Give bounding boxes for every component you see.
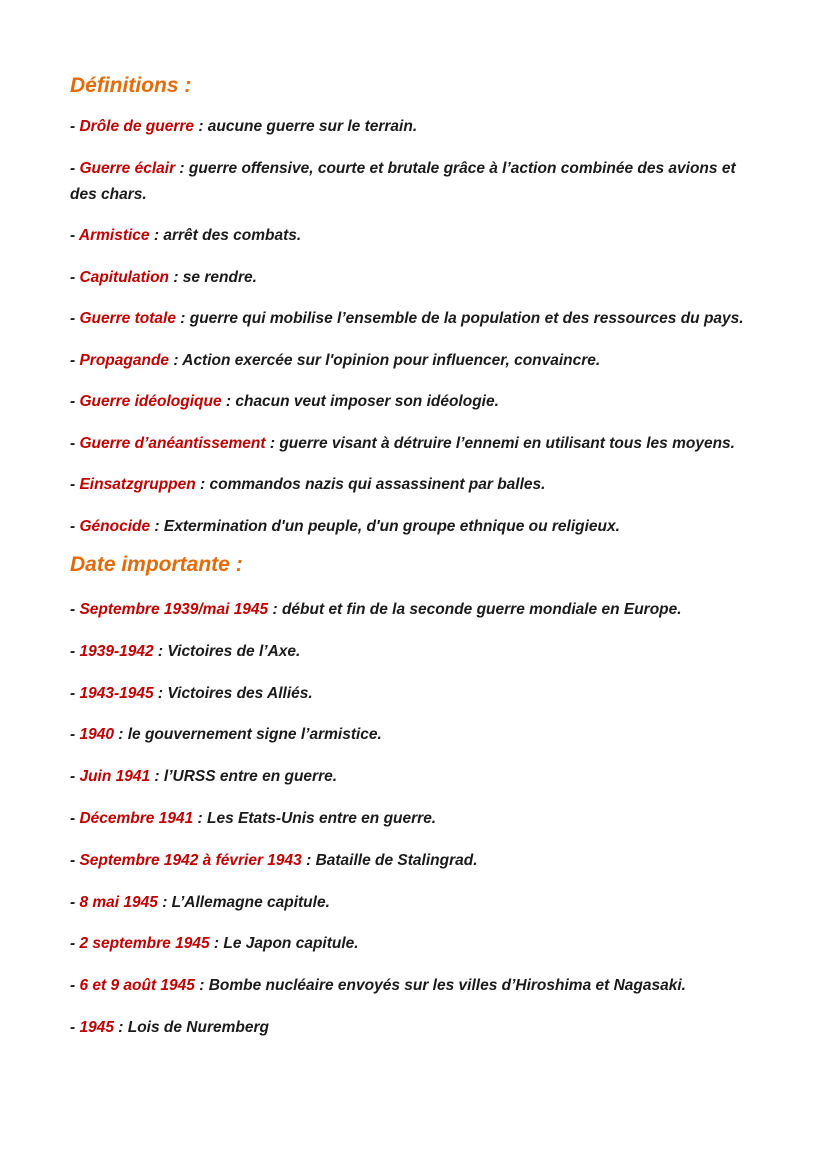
- entry-description: : commandos nazis qui assassinent par balles.: [195, 476, 546, 493]
- entry-term: Capitulation: [79, 268, 170, 286]
- bullet-dash: -: [70, 310, 80, 327]
- entry-term: 6 et 9 août 1945: [79, 977, 195, 995]
- entry-description: : guerre visant à détruire l’ennemi en utilisant tous les moyens.: [265, 434, 735, 452]
- entry-term: Guerre totale: [79, 310, 176, 327]
- bullet-dash: -: [70, 476, 80, 493]
- dates-section: [70, 551, 758, 1041]
- entry-term: Armistice: [78, 227, 150, 244]
- bullet-dash: -: [70, 935, 80, 953]
- list-item: [70, 597, 758, 623]
- entry-term: Septembre 1942 à février 1943: [79, 851, 302, 869]
- bullet-dash: -: [70, 1018, 80, 1036]
- entry-term: 2 septembre 1945: [79, 935, 210, 953]
- bullet-dash: -: [70, 393, 80, 410]
- bullet-dash: -: [70, 851, 80, 869]
- bullet-dash: -: [70, 768, 80, 786]
- entry-description: : guerre offensive, courte et brutale grâce à l’action combinée des avions et des chars.: [70, 159, 736, 203]
- entry-term: 1945: [79, 1018, 114, 1036]
- entry-description: : Bombe nucléaire envoyés sur les villes d’Hiroshima et Nagasaki.: [194, 977, 686, 995]
- entry-description: : Le Japon capitule.: [209, 935, 359, 953]
- entry-description: : Lois de Nuremberg: [113, 1018, 269, 1036]
- entry-term: Septembre 1939/mai 1945: [79, 601, 269, 618]
- bullet-dash: -: [70, 159, 80, 177]
- list-item: [70, 806, 758, 832]
- entry-term: Guerre éclair: [79, 159, 176, 177]
- bullet-dash: -: [70, 809, 80, 827]
- definitions-section: [70, 72, 758, 540]
- bullet-dash: -: [70, 977, 80, 995]
- definitions-list: [70, 114, 758, 540]
- bullet-dash: -: [70, 893, 80, 911]
- entry-term: 1940: [79, 726, 114, 744]
- list-item: [70, 348, 758, 374]
- entry-description: : Victoires de l’Axe.: [153, 642, 301, 660]
- entry-term: 1943-1945: [79, 684, 154, 702]
- entry-description: : arrêt des combats.: [149, 227, 302, 244]
- bullet-dash: -: [70, 642, 80, 660]
- entry-term: Décembre 1941: [79, 809, 194, 827]
- entry-term: 8 mai 1945: [79, 893, 158, 911]
- bullet-dash: -: [70, 351, 80, 369]
- bullet-dash: -: [70, 684, 80, 702]
- dates-heading: Date importante :: [70, 553, 243, 576]
- entry-description: : guerre qui mobilise l’ensemble de la population et des ressources du pays.: [175, 310, 744, 327]
- bullet-dash: -: [70, 726, 80, 744]
- list-item: [70, 764, 758, 790]
- list-item: [70, 1015, 758, 1041]
- entry-description: : Les Etats-Unis entre en guerre.: [193, 809, 437, 827]
- list-item: [70, 431, 758, 457]
- entry-description: : Extermination d'un peuple, d'un groupe ethnique ou religieux.: [150, 517, 620, 535]
- list-item: [70, 890, 758, 916]
- entry-description: : Bataille de Stalingrad.: [301, 851, 478, 869]
- dates-list: [70, 597, 758, 1041]
- bullet-dash: -: [70, 434, 80, 452]
- entry-term: Einsatzgruppen: [79, 476, 196, 493]
- entry-description: : se rendre.: [169, 268, 257, 286]
- list-item: [70, 639, 758, 665]
- entry-description: : le gouvernement signe l’armistice.: [113, 726, 382, 744]
- list-item: [70, 848, 758, 874]
- bullet-dash: -: [70, 227, 79, 244]
- entry-description: : aucune guerre sur le terrain.: [194, 118, 418, 135]
- list-item: [70, 472, 758, 498]
- entry-term: Guerre idéologique: [79, 393, 222, 410]
- entry-description: : L’Allemagne capitule.: [157, 893, 330, 911]
- list-item: [70, 156, 758, 208]
- entry-description: : début et fin de la seconde guerre mondiale en Europe.: [268, 601, 682, 618]
- list-item: [70, 681, 758, 707]
- entry-term: Propagande: [79, 351, 170, 369]
- entry-term: Génocide: [79, 517, 151, 535]
- list-item: [70, 973, 758, 999]
- bullet-dash: -: [70, 118, 80, 135]
- list-item: [70, 265, 758, 291]
- entry-description: : Action exercée sur l'opinion pour influencer, convaincre.: [169, 351, 601, 369]
- entry-term: 1939-1942: [79, 642, 154, 660]
- entry-description: : Victoires des Alliés.: [153, 684, 313, 702]
- entry-description: : l’URSS entre en guerre.: [150, 768, 338, 786]
- entry-term: Drôle de guerre: [79, 118, 195, 135]
- entry-term: Juin 1941: [79, 768, 151, 786]
- bullet-dash: -: [70, 517, 80, 535]
- list-item: [70, 306, 758, 332]
- entry-term: Guerre d’anéantissement: [79, 434, 266, 452]
- list-item: [70, 223, 758, 249]
- list-item: [70, 722, 758, 748]
- list-item: [70, 114, 758, 140]
- bullet-dash: -: [70, 268, 80, 286]
- list-item: [70, 389, 758, 415]
- list-item: [70, 514, 758, 540]
- definitions-heading: Définitions :: [70, 74, 192, 97]
- bullet-dash: -: [70, 601, 80, 618]
- list-item: [70, 931, 758, 957]
- entry-description: : chacun veut imposer son idéologie.: [221, 393, 499, 410]
